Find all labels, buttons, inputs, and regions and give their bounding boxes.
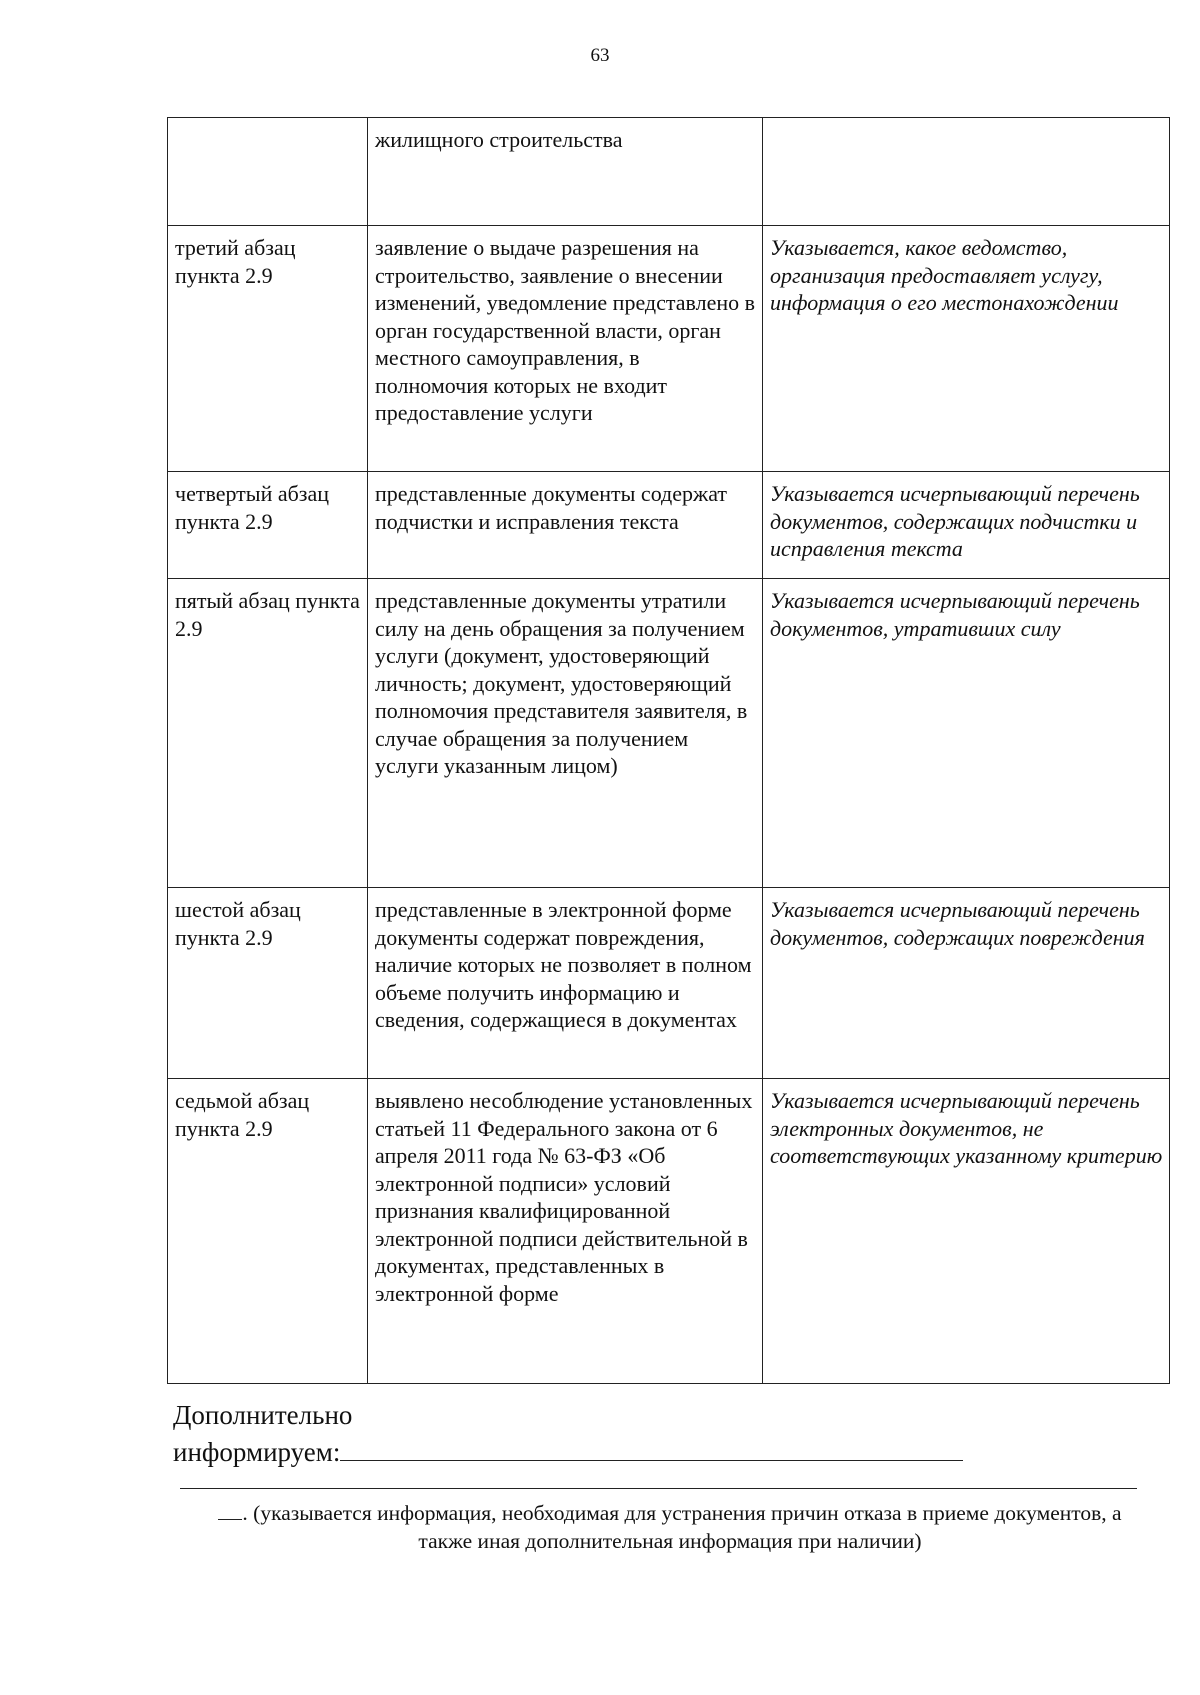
basis-cell	[168, 226, 368, 472]
footnote	[210, 1499, 1130, 1555]
basis-cell	[168, 888, 368, 1079]
table-row	[168, 1079, 1170, 1384]
explanation-text: Указывается исчерпывающий перечень электронных документов, не соответствующих указанному критерию	[770, 1088, 1163, 1168]
explanation-text: Указывается исчерпывающий перечень документов, содержащих подчистки и исправления текста	[770, 481, 1140, 561]
basis-text: шестой абзац пункта 2.9	[175, 897, 301, 950]
basis-text: четвертый абзац пункта 2.9	[175, 481, 330, 534]
extra-info-rule	[180, 1488, 1137, 1489]
reason-cell	[368, 226, 763, 472]
reason-text: выявлено несоблюдение установленных статьей 11 Федерального закона от 6 апреля 2011 года № 63-ФЗ «Об электронной подписи» условий признания квалифицированной электронной подписи действительной в документах, представленных в электронной форме	[375, 1088, 753, 1306]
explanation-text: Указывается, какое ведомство, организация предоставляет услугу, информация о его местонахождении	[770, 235, 1119, 315]
reason-cell	[368, 888, 763, 1079]
extra-info-line	[173, 1432, 963, 1470]
refusal-reasons-table	[167, 117, 1170, 1384]
basis-text: третий абзац пункта 2.9	[175, 235, 296, 288]
explanation-cell	[763, 888, 1170, 1079]
explanation-cell	[763, 1079, 1170, 1384]
table-row	[168, 118, 1170, 226]
page-number: 63	[590, 45, 610, 66]
reason-cell	[368, 472, 763, 579]
basis-cell	[168, 1079, 368, 1384]
explanation-cell	[763, 226, 1170, 472]
explanation-cell	[763, 579, 1170, 888]
explanation-text: Указывается исчерпывающий перечень документов, утративших силу	[770, 588, 1140, 641]
explanation-cell	[763, 118, 1170, 226]
explanation-cell	[763, 472, 1170, 579]
reason-text: представленные в электронной форме документы содержат повреждения, наличие которых не позволяет в полном объеме получить информацию и сведения, содержащиеся в документах	[375, 897, 752, 1032]
reason-text: представленные документы утратили силу на день обращения за получением услуги (документ, удостоверяющий личность; документ, удостоверяющий полномочия представителя заявителя, в случае обращения за получением услуги указанным лицом)	[375, 588, 748, 778]
extra-info-blank	[340, 1432, 963, 1461]
basis-text: седьмой абзац пункта 2.9	[175, 1088, 310, 1141]
reason-cell	[368, 118, 763, 226]
basis-cell	[168, 472, 368, 579]
explanation-text: Указывается исчерпывающий перечень документов, содержащих повреждения	[770, 897, 1145, 950]
basis-cell	[168, 579, 368, 888]
reason-text: представленные документы содержат подчистки и исправления текста	[375, 481, 728, 534]
table-row	[168, 888, 1170, 1079]
reason-cell	[368, 1079, 763, 1384]
table-row	[168, 579, 1170, 888]
basis-text: пятый абзац пункта 2.9	[175, 588, 360, 641]
reason-cell	[368, 579, 763, 888]
basis-cell	[168, 118, 368, 226]
reason-text: заявление о выдаче разрешения на строительство, заявление о внесении изменений, уведомление представлено в орган государственной власти, орган местного самоуправления, в полномочия которых не входит предоставление услуги	[375, 235, 756, 425]
table-row	[168, 226, 1170, 472]
extra-info-label-2: информируем:	[173, 1437, 341, 1467]
extra-info-label: Дополнительно	[173, 1400, 353, 1430]
footnote-blank	[218, 1501, 242, 1520]
footnote-text: . (указывается информация, необходимая для устранения причин отказа в приеме документов, а также иная дополнительная информация при наличии)	[242, 1501, 1122, 1553]
reason-text: жилищного строительства	[375, 127, 623, 152]
table-row	[168, 472, 1170, 579]
